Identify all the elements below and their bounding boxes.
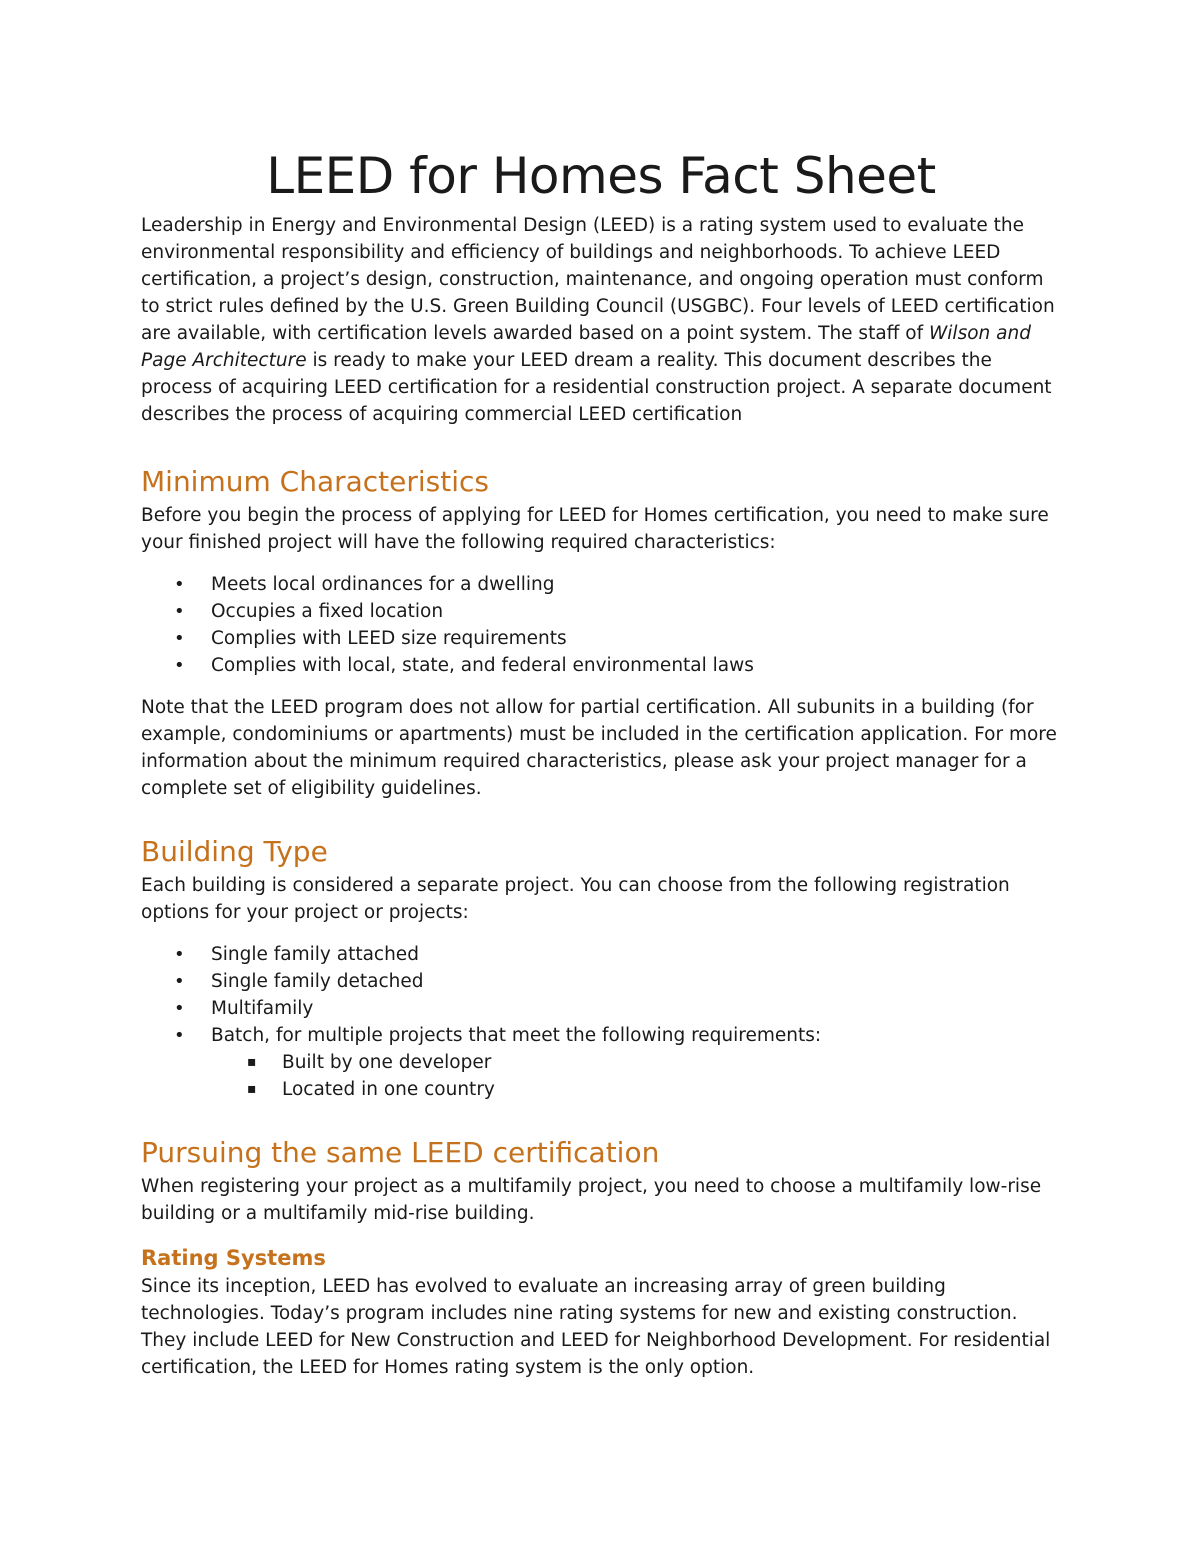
company-name: Wilson and Page Architecture: [141, 323, 1031, 371]
list-item: • Single family detached: [141, 968, 1061, 995]
building-lead-paragraph: Each building is considered a separate project. You can choose from the following registration options for your project or projects:: [141, 875, 1010, 923]
rating-systems-heading: Rating Systems: [141, 1246, 326, 1270]
intro-text-part1: Leadership in Energy and Environmental Design (LEED) is a rating system used to evaluate the environmental responsibility and efficiency of buildings and neighborhoods. To achieve LEED certification, a project’s design, construction, maintenance, and ongoing operation must conform to strict rules defined by the U.S. Green Building Council (USGBC). Four levels of LEED certification are available, with certification levels awarded based on a point system. The staff of: [141, 215, 1055, 344]
list-item: • Complies with local, state, and federal environmental laws: [141, 652, 1061, 679]
intro-text-part2: is ready to make your LEED dream a reality. This document describes the process of acquiring LEED certification for a residential construction project. A separate document describes the process of acquiring commercial LEED certification: [141, 350, 1052, 425]
minimum-note-paragraph: Note that the LEED program does not allow for partial certification. All subunits in a building (for example, condominiums or apartments) must be included in the certification application. For more information about the minimum required characteristics, please ask your project manager for a complete set of eligibility guidelines.: [141, 697, 1057, 799]
sub-list-item: ▪ Built by one developer: [141, 1049, 1061, 1076]
document-page: [141, 140, 1061, 1381]
pursuing-paragraph: When registering your project as a multifamily project, you need to choose a multifamily low-rise building or a multifamily mid-rise building.: [141, 1176, 1042, 1224]
sub-list-item: ▪ Located in one country: [141, 1076, 1061, 1103]
list-item: • Complies with LEED size requirements: [141, 625, 1061, 652]
building-type-heading: Building Type: [141, 835, 328, 868]
list-item: • Single family attached: [141, 941, 1061, 968]
pursuing-heading: Pursuing the same LEED certification: [141, 1136, 660, 1169]
minimum-characteristics-list: [141, 571, 1061, 679]
list-item: • Occupies a fixed location: [141, 598, 1061, 625]
minimum-lead-paragraph: Before you begin the process of applying for LEED for Homes certification, you need to make sure your finished project will have the following required characteristics:: [141, 505, 1049, 553]
list-item: • Meets local ordinances for a dwelling: [141, 571, 1061, 598]
minimum-characteristics-heading: Minimum Characteristics: [141, 465, 490, 498]
rating-paragraph: Since its inception, LEED has evolved to evaluate an increasing array of green building technologies. Today’s program includes nine rating systems for new and existing construction. They include LEED for New Construction and LEED for Neighborhood Development. For residential certification, the LEED for Homes rating system is the only option.: [141, 1276, 1051, 1378]
document-title: LEED for Homes Fact Sheet: [266, 147, 936, 205]
intro-paragraph: [141, 212, 1061, 428]
building-type-list: [141, 941, 1061, 1103]
list-item: • Batch, for multiple projects that meet the following requirements:: [141, 1022, 1061, 1049]
list-item: • Multifamily: [141, 995, 1061, 1022]
